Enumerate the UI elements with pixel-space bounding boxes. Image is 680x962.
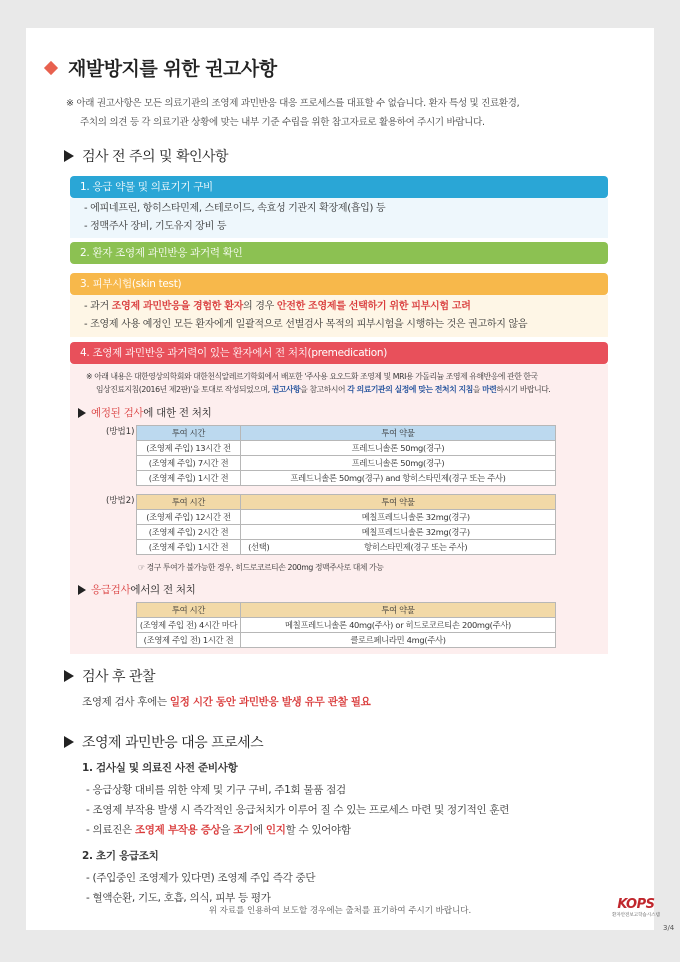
triangle-bullet-icon (78, 408, 86, 418)
table-row: (조영제 주입) 13시간 전 프레드니솔론 50mg(경구) (137, 441, 556, 456)
diamond-icon (44, 60, 58, 74)
method1-table: 투여 시간 투여 약물 (조영제 주입) 13시간 전 프레드니솔론 50mg(경구) (조영제 주입) 7시간 전 프레드니솔론 50mg(경구) (조영제 주입) 1시간 전 프레드니솔론 50mg(경구) and 항히스타민제(경구 또는 주사) (136, 425, 556, 486)
method2-footnote: ☞ 경구 투여가 불가능한 경우, 히드로코르티손 200mg 정맥주사로 대체 가능 (138, 563, 384, 572)
kops-logo: KOPS 환자안전보고학습시스템 (612, 897, 660, 918)
emergency-table: 투여 시간 투여 약물 (조영제 주입 전) 4시간 마다 메칠프레드니솔론 40mg(주사) or 히드로코르티손 200mg(주사) (조영제 주입 전) 1시간 전 클로르페니라민 4mg(주사) (136, 602, 556, 648)
item1-box: - 에피네프린, 항히스타민제, 스테로이드, 속효성 기관지 확장제(흡입) 등 - 정맥주사 장비, 기도유지 장비 등 (70, 198, 608, 238)
table-row: (조영제 주입 전) 4시간 마다 메칠프레드니솔론 40mg(주사) or 히드로코르티손 200mg(주사) (137, 618, 556, 633)
section-process-heading: 조영제 과민반응 대응 프로세스 (64, 732, 263, 752)
guideline-note: ※ 아래 내용은 대한영상의학회와 대한천식알레르기학회에서 배포한 '주사용 요오드화 조영제 및 MRI용 가돌리늄 조영제 유해반응에 관한 한국 임상진료지침(2016년 제2판)'을 토대로 작성되었으며, 권고사항을 참고하시어 각 의료기관의 실정에 맞는 전처치 지침을 마련하시기 바랍니다. (86, 372, 551, 394)
triangle-bullet-icon (64, 670, 74, 682)
page-number: 3/4 (663, 924, 675, 932)
process-sub2-title: 2. 초기 응급조치 (82, 850, 159, 862)
item4-bar: 4. 조영제 과민반응 과거력이 있는 환자에서 전 처치(premedication) (70, 342, 608, 364)
table-row: (조영제 주입) 12시간 전 메칠프레드니솔론 32mg(경구) (137, 510, 556, 525)
intro-note: ※ 아래 권고사항은 모든 의료기관의 조영제 과민반응 대응 프로세스를 대표할 수 없습니다. 환자 특성 및 진료환경, 주치의 의견 등 각 의료기관 상황에 맞는 내부 기준 수립을 위한 참고자료로 활용하여 주시기 바랍니다. (66, 98, 520, 128)
item3-bar: 3. 피부시험(skin test) (70, 273, 608, 295)
item3-box: - 과거 조영제 과민반응을 경험한 환자의 경우 안전한 조영제를 선택하기 위한 피부시험 고려 - 조영제 사용 예정인 모든 환자에게 일괄적으로 선별검사 목적의 피부시험을 시행하는 것은 권고하지 않음 (70, 295, 608, 337)
section-pre-exam-heading: 검사 전 주의 및 확인사항 (64, 146, 228, 166)
item1-bar: 1. 응급 약물 및 의료기기 구비 (70, 176, 608, 198)
triangle-bullet-icon (64, 150, 74, 162)
document-page (26, 28, 654, 930)
table-row: (조영제 주입) 1시간 전 (선택) 항히스타민제(경구 또는 주사) (137, 540, 556, 555)
scheduled-exam-heading: 예정된 검사 에 대한 전 처치 (78, 405, 211, 420)
process-sub2-lines: - (주입중인 조영제가 있다면) 조영제 주입 즉각 중단 - 혈액순환, 기도, 호흡, 의식, 피부 등 평가 (86, 872, 316, 904)
item3-line1: - 과거 조영제 과민반응을 경험한 환자의 경우 안전한 조영제를 선택하기 위한 피부시험 고려 (84, 301, 471, 312)
table-row: (조영제 주입) 7시간 전 프레드니솔론 50mg(경구) (137, 456, 556, 471)
method1-label: (방법1) (106, 427, 135, 437)
method2-label: (방법2) (106, 496, 135, 506)
footer-text: 위 자료를 인용하여 보도할 경우에는 출처를 표기하여 주시기 바랍니다. (208, 906, 472, 916)
item2-bar: 2. 환자 조영제 과민반응 과거력 확인 (70, 242, 608, 264)
table-row: (조영제 주입 전) 1시간 전 클로르페니라민 4mg(주사) (137, 633, 556, 648)
triangle-bullet-icon (78, 585, 86, 595)
table-row: (조영제 주입) 1시간 전 프레드니솔론 50mg(경구) and 항히스타민제(경구 또는 주사) (137, 471, 556, 486)
triangle-bullet-icon (64, 736, 74, 748)
table-row: (조영제 주입) 2시간 전 메칠프레드니솔론 32mg(경구) (137, 525, 556, 540)
section-post-exam-heading: 검사 후 관찰 (64, 666, 155, 686)
page-title: 재발방지를 위한 권고사항 (46, 54, 277, 81)
process-sub1-title: 1. 검사실 및 의료진 사전 준비사항 (82, 762, 238, 774)
method2-table: 투여 시간 투여 약물 (조영제 주입) 12시간 전 메칠프레드니솔론 32mg(경구) (조영제 주입) 2시간 전 메칠프레드니솔론 32mg(경구) (조영제 주입) 1시간 전 (선택) 항히스타민제(경구 또는 주사) (136, 494, 556, 555)
emergency-exam-heading: 응급검사 에서의 전 처치 (78, 582, 196, 597)
process-sub1-lines: - 응급상황 대비를 위한 약제 및 기구 구비, 주1회 물품 점검 - 조영제 부작용 발생 시 즉각적인 응급처치가 이루어 질 수 있는 프로세스 마련 및 정기적인 훈련 - 의료진은 조영제 부작용 증상을 조기에 인지할 수 있어야함 (86, 784, 510, 836)
post-exam-text: 조영제 검사 후에는 일정 시간 동안 과민반응 발생 유무 관찰 필요 (82, 696, 371, 708)
